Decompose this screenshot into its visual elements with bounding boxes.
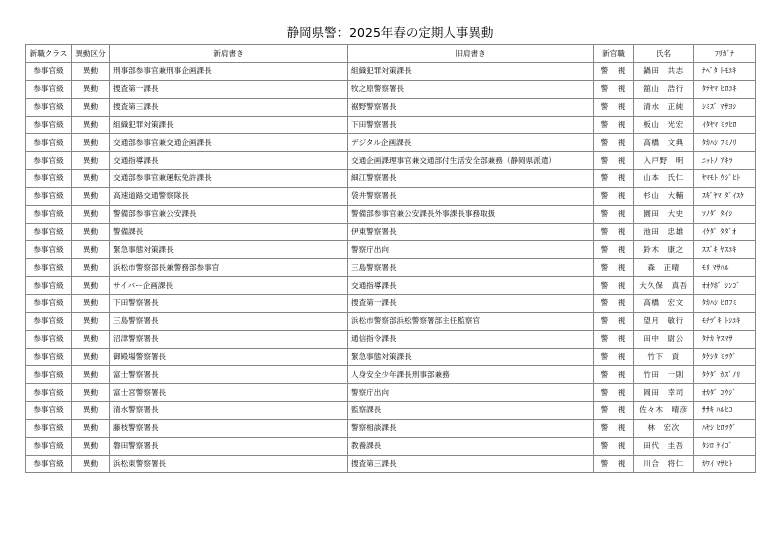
table-header-row xyxy=(26,45,756,63)
column-header-new-title: 新肩書き xyxy=(110,45,348,63)
cell-furigana: ﾀﾃﾔﾏ ﾋﾛﾕｷ xyxy=(694,80,756,98)
cell-new-rank: 警 視 xyxy=(594,259,634,277)
table-row xyxy=(26,366,756,384)
cell-old-title: 捜査第一課長 xyxy=(348,294,594,312)
cell-transfer-type: 異動 xyxy=(72,134,110,152)
cell-furigana: ﾀｼﾛ ｹｲｺﾞ xyxy=(694,437,756,455)
cell-furigana: ﾀｹﾀﾞ ｶｽﾞﾉﾘ xyxy=(694,366,756,384)
cell-new-title: 藤枝警察署長 xyxy=(110,419,348,437)
cell-transfer-type: 異動 xyxy=(72,419,110,437)
table-row xyxy=(26,330,756,348)
cell-new-title: 浜松東警察署長 xyxy=(110,455,348,473)
table-row xyxy=(26,152,756,170)
cell-new-rank: 警 視 xyxy=(594,419,634,437)
cell-name: 入戸野 明 xyxy=(634,152,694,170)
cell-new-title: 下田警察署長 xyxy=(110,294,348,312)
cell-new-rank: 警 視 xyxy=(594,294,634,312)
cell-new-rank: 警 視 xyxy=(594,312,634,330)
cell-new-title: 清水警察署長 xyxy=(110,402,348,420)
cell-old-title: 監察課長 xyxy=(348,402,594,420)
table-row xyxy=(26,116,756,134)
cell-new-rank: 警 視 xyxy=(594,223,634,241)
cell-transfer-type: 異動 xyxy=(72,63,110,81)
cell-furigana: ｲｹﾀﾞ ﾀﾀﾞｵ xyxy=(694,223,756,241)
cell-old-title: 組織犯罪対策課長 xyxy=(348,63,594,81)
cell-old-title: 警察庁出向 xyxy=(348,384,594,402)
cell-furigana: ｵｶﾀﾞ ｺｳｼﾞ xyxy=(694,384,756,402)
cell-old-title: 浜松市警察部浜松警察署部主任監察官 xyxy=(348,312,594,330)
cell-transfer-type: 異動 xyxy=(72,223,110,241)
cell-new-title: 警備課長 xyxy=(110,223,348,241)
cell-name: 舘山 浩行 xyxy=(634,80,694,98)
cell-old-title: 緊急事態対策課長 xyxy=(348,348,594,366)
cell-transfer-type: 異動 xyxy=(72,259,110,277)
cell-furigana: ﾀｶﾊｼ ﾋﾛﾌﾐ xyxy=(694,294,756,312)
table-row xyxy=(26,134,756,152)
cell-old-title: 袋井警察署長 xyxy=(348,187,594,205)
cell-transfer-type: 異動 xyxy=(72,187,110,205)
table-row xyxy=(26,312,756,330)
column-header-furigana: ﾌﾘｶﾞﾅ xyxy=(694,45,756,63)
cell-new-title: 刑事部参事官兼刑事企画課長 xyxy=(110,63,348,81)
cell-name: 杉山 大輔 xyxy=(634,187,694,205)
table-row xyxy=(26,455,756,473)
cell-new-rank: 警 視 xyxy=(594,366,634,384)
cell-new-rank: 警 視 xyxy=(594,205,634,223)
cell-new-rank: 警 視 xyxy=(594,98,634,116)
cell-new-rank: 警 視 xyxy=(594,277,634,295)
cell-new-rank: 警 視 xyxy=(594,187,634,205)
table-row xyxy=(26,348,756,366)
cell-class: 参事官級 xyxy=(26,259,72,277)
cell-new-title: 捜査第一課長 xyxy=(110,80,348,98)
cell-furigana: ﾀﾅｶ ﾔｽﾏｻ xyxy=(694,330,756,348)
cell-new-rank: 警 視 xyxy=(594,134,634,152)
table-row xyxy=(26,170,756,188)
cell-name: 岡田 幸司 xyxy=(634,384,694,402)
cell-name: 林 宏次 xyxy=(634,419,694,437)
table-row xyxy=(26,294,756,312)
cell-name: 鍋田 共志 xyxy=(634,63,694,81)
cell-new-title: 三島警察署長 xyxy=(110,312,348,330)
cell-class: 参事官級 xyxy=(26,152,72,170)
cell-furigana: ｲﾀﾔﾏ ﾐﾂﾋﾛ xyxy=(694,116,756,134)
cell-new-title: 富士宮警察署長 xyxy=(110,384,348,402)
cell-furigana: ｽｷﾞﾔﾏ ﾀﾞｲｽｹ xyxy=(694,187,756,205)
cell-old-title: 牧之原警察署長 xyxy=(348,80,594,98)
cell-old-title: 警察庁出向 xyxy=(348,241,594,259)
cell-furigana: ｶﾜｲ ﾏｻﾋﾄ xyxy=(694,455,756,473)
cell-new-title: 沼津警察署長 xyxy=(110,330,348,348)
cell-furigana: ｵｵｸﾎﾞ ｼﾝｺﾞ xyxy=(694,277,756,295)
cell-new-rank: 警 視 xyxy=(594,402,634,420)
cell-class: 参事官級 xyxy=(26,63,72,81)
cell-transfer-type: 異動 xyxy=(72,277,110,295)
cell-new-rank: 警 視 xyxy=(594,241,634,259)
cell-transfer-type: 異動 xyxy=(72,205,110,223)
table-row xyxy=(26,187,756,205)
table-row xyxy=(26,241,756,259)
cell-name: 鈴木 康之 xyxy=(634,241,694,259)
table-row xyxy=(26,223,756,241)
cell-old-title: 伊東警察署長 xyxy=(348,223,594,241)
cell-name: 板山 光宏 xyxy=(634,116,694,134)
cell-transfer-type: 異動 xyxy=(72,455,110,473)
cell-transfer-type: 異動 xyxy=(72,80,110,98)
cell-transfer-type: 異動 xyxy=(72,437,110,455)
cell-old-title: 教養課長 xyxy=(348,437,594,455)
cell-class: 参事官級 xyxy=(26,241,72,259)
cell-old-title: 交通指導課長 xyxy=(348,277,594,295)
cell-old-title: 警備部参事官兼公安課長外事課長事務取扱 xyxy=(348,205,594,223)
cell-new-title: 御殿場警察署長 xyxy=(110,348,348,366)
cell-furigana: ﾓﾁﾂﾞｷ ﾄｼﾕｷ xyxy=(694,312,756,330)
cell-class: 参事官級 xyxy=(26,419,72,437)
cell-furigana: ｻｻｷ ﾊﾙﾋｺ xyxy=(694,402,756,420)
table-row xyxy=(26,384,756,402)
personnel-table xyxy=(25,44,756,473)
cell-new-rank: 警 視 xyxy=(594,348,634,366)
cell-new-title: 高速道路交通警察隊長 xyxy=(110,187,348,205)
cell-name: 竹下 貢 xyxy=(634,348,694,366)
cell-class: 参事官級 xyxy=(26,98,72,116)
cell-furigana: ｿﾉﾀﾞ ﾀｲｼ xyxy=(694,205,756,223)
cell-class: 参事官級 xyxy=(26,366,72,384)
cell-new-rank: 警 視 xyxy=(594,116,634,134)
cell-new-title: 警備部参事官兼公安課長 xyxy=(110,205,348,223)
cell-new-rank: 警 視 xyxy=(594,80,634,98)
cell-class: 参事官級 xyxy=(26,437,72,455)
cell-transfer-type: 異動 xyxy=(72,348,110,366)
cell-name: 望月 敏行 xyxy=(634,312,694,330)
cell-class: 参事官級 xyxy=(26,294,72,312)
cell-name: 池田 忠雄 xyxy=(634,223,694,241)
cell-transfer-type: 異動 xyxy=(72,402,110,420)
cell-new-title: 磐田警察署長 xyxy=(110,437,348,455)
cell-old-title: 警察相談課長 xyxy=(348,419,594,437)
cell-new-rank: 警 視 xyxy=(594,63,634,81)
cell-furigana: ﾊﾔｼ ﾋﾛﾂｸﾞ xyxy=(694,419,756,437)
cell-transfer-type: 異動 xyxy=(72,241,110,259)
cell-name: 園田 大史 xyxy=(634,205,694,223)
table-row xyxy=(26,63,756,81)
cell-class: 参事官級 xyxy=(26,384,72,402)
cell-new-rank: 警 視 xyxy=(594,152,634,170)
cell-furigana: ﾆｯﾄﾉ ｱｷﾗ xyxy=(694,152,756,170)
cell-new-rank: 警 視 xyxy=(594,384,634,402)
cell-class: 参事官級 xyxy=(26,455,72,473)
table-row xyxy=(26,402,756,420)
cell-old-title: デジタル企画課長 xyxy=(348,134,594,152)
cell-furigana: ﾀｶﾊｼ ﾌﾐﾉﾘ xyxy=(694,134,756,152)
cell-new-title: サイバー企画課長 xyxy=(110,277,348,295)
cell-name: 田中 尉公 xyxy=(634,330,694,348)
cell-transfer-type: 異動 xyxy=(72,366,110,384)
cell-name: 竹田 一則 xyxy=(634,366,694,384)
cell-old-title: 通信指令課長 xyxy=(348,330,594,348)
cell-old-title: 三島警察署長 xyxy=(348,259,594,277)
cell-old-title: 交通企画課理事官兼交通部付生活安全部兼務（静岡県派遣） xyxy=(348,152,594,170)
table-row xyxy=(26,98,756,116)
cell-transfer-type: 異動 xyxy=(72,384,110,402)
page-title: 静岡県警：2025年春の定期人事異動 xyxy=(286,25,494,40)
cell-old-title: 裾野警察署長 xyxy=(348,98,594,116)
cell-class: 参事官級 xyxy=(26,402,72,420)
column-header-new-rank: 新官職 xyxy=(594,45,634,63)
cell-new-title: 捜査第三課長 xyxy=(110,98,348,116)
column-header-old-title: 旧肩書き xyxy=(348,45,594,63)
cell-transfer-type: 異動 xyxy=(72,294,110,312)
cell-new-rank: 警 視 xyxy=(594,330,634,348)
cell-old-title: 下田警察署長 xyxy=(348,116,594,134)
cell-new-title: 交通部参事官兼運転免許課長 xyxy=(110,170,348,188)
cell-new-title: 交通指導課長 xyxy=(110,152,348,170)
cell-new-title: 浜松市警察部長兼警務部参事官 xyxy=(110,259,348,277)
cell-new-rank: 警 視 xyxy=(594,170,634,188)
cell-old-title: 細江警察署長 xyxy=(348,170,594,188)
cell-name: 大久保 真吾 xyxy=(634,277,694,295)
cell-transfer-type: 異動 xyxy=(72,170,110,188)
cell-name: 森 正晴 xyxy=(634,259,694,277)
column-header-class: 新職クラス xyxy=(26,45,72,63)
cell-name: 田代 圭吾 xyxy=(634,437,694,455)
cell-furigana: ﾔﾏﾓﾄ ｳｼﾞﾋﾄ xyxy=(694,170,756,188)
cell-name: 高橋 文典 xyxy=(634,134,694,152)
cell-old-title: 捜査第三課長 xyxy=(348,455,594,473)
table-row xyxy=(26,205,756,223)
cell-new-rank: 警 視 xyxy=(594,437,634,455)
cell-name: 佐々木 晴彦 xyxy=(634,402,694,420)
cell-transfer-type: 異動 xyxy=(72,152,110,170)
cell-class: 参事官級 xyxy=(26,330,72,348)
cell-class: 参事官級 xyxy=(26,277,72,295)
cell-new-title: 組織犯罪対策課長 xyxy=(110,116,348,134)
cell-new-title: 緊急事態対策課長 xyxy=(110,241,348,259)
table-row xyxy=(26,419,756,437)
cell-class: 参事官級 xyxy=(26,312,72,330)
cell-furigana: ｼﾐｽﾞ ﾏｻﾖｼ xyxy=(694,98,756,116)
cell-name: 山本 氏仁 xyxy=(634,170,694,188)
column-header-transfer-type: 異動区分 xyxy=(72,45,110,63)
cell-old-title: 人身安全少年課長刑事部兼務 xyxy=(348,366,594,384)
cell-class: 参事官級 xyxy=(26,170,72,188)
column-header-name: 氏名 xyxy=(634,45,694,63)
cell-class: 参事官級 xyxy=(26,80,72,98)
cell-furigana: ﾀｹｼﾀ ﾐﾂｸﾞ xyxy=(694,348,756,366)
table-row xyxy=(26,437,756,455)
cell-name: 高橋 宏文 xyxy=(634,294,694,312)
cell-furigana: ｽｽﾞｷ ﾔｽﾕｷ xyxy=(694,241,756,259)
cell-class: 参事官級 xyxy=(26,205,72,223)
table-row xyxy=(26,259,756,277)
cell-name: 川合 将仁 xyxy=(634,455,694,473)
cell-transfer-type: 異動 xyxy=(72,312,110,330)
cell-name: 清水 正純 xyxy=(634,98,694,116)
cell-transfer-type: 異動 xyxy=(72,116,110,134)
cell-class: 参事官級 xyxy=(26,187,72,205)
cell-transfer-type: 異動 xyxy=(72,330,110,348)
cell-class: 参事官級 xyxy=(26,134,72,152)
cell-class: 参事官級 xyxy=(26,116,72,134)
cell-class: 参事官級 xyxy=(26,223,72,241)
cell-furigana: ﾅﾍﾞﾀ ﾄﾓﾕｷ xyxy=(694,63,756,81)
cell-class: 参事官級 xyxy=(26,348,72,366)
cell-new-rank: 警 視 xyxy=(594,455,634,473)
cell-new-title: 富士警察署長 xyxy=(110,366,348,384)
cell-new-title: 交通部参事官兼交通企画課長 xyxy=(110,134,348,152)
cell-furigana: ﾓﾘ ﾏｻﾊﾙ xyxy=(694,259,756,277)
table-row xyxy=(26,80,756,98)
cell-transfer-type: 異動 xyxy=(72,98,110,116)
table-row xyxy=(26,277,756,295)
